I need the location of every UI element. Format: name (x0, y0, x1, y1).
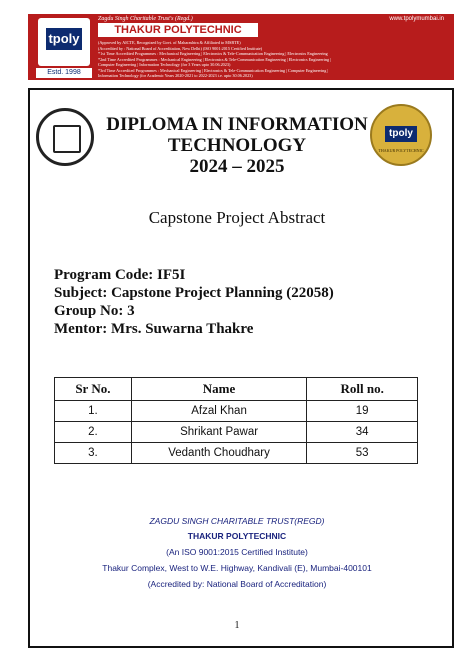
members-table (54, 377, 418, 464)
website-text: www.tpolymumbai.in (389, 16, 444, 22)
subject: Subject: Capstone Project Planning (22058) (54, 285, 334, 301)
table-cell: Vedanth Choudhary (131, 443, 307, 464)
column-header: Roll no. (307, 378, 418, 401)
mentor: Mentor: Mrs. Suwarna Thakre (54, 321, 254, 337)
table-row (55, 401, 418, 422)
footer-address: Thakur Complex, West to W.E. Highway, Kandivali (E), Mumbai-400101 (102, 563, 372, 573)
heading-line: DIPLOMA IN INFORMATION (106, 114, 368, 135)
msbte-seal-icon (36, 108, 94, 166)
banner-line: *1st Time Accredited Programmes : Mechanical Engineering | Electronics & Tele-Communication Engineering | Electronics Engineering (98, 51, 328, 56)
table-row (55, 422, 418, 443)
footer-iso: (An ISO 9001:2015 Certified Institute) (166, 547, 308, 557)
banner-line: (Approved by AICTE, Recognized by Govt. of Maharashtra & Affiliated to MSBTE) (98, 40, 241, 45)
seal-building-icon (53, 125, 81, 153)
heading-year: 2024 – 2025 (189, 156, 285, 177)
table-cell: 2. (55, 422, 132, 443)
banner-details (98, 40, 448, 79)
diploma-heading (100, 114, 374, 177)
tpoly-seal-icon (370, 104, 432, 166)
established-label: Estd. 1998 (36, 68, 92, 78)
table-cell: 1. (55, 401, 132, 422)
table-header-row (55, 378, 418, 401)
banner-line: Computer Engineering | Information Technology (for 3 Years upto 30.06.2023) (98, 62, 231, 67)
column-header: Name (131, 378, 307, 401)
footer-trust: ZAGDU SINGH CHARITABLE TRUST(REGD) (149, 516, 325, 526)
seal-logo-text: tpoly (385, 126, 417, 142)
document-subtitle: Capstone Project Abstract (148, 208, 326, 227)
table-cell: 19 (307, 401, 418, 422)
table-cell: 3. (55, 443, 132, 464)
page-number: 1 (234, 620, 240, 631)
banner-line: *3rd Time Accredited Programmes : Mechanical Engineering | Electronics & Tele-Communication Engineering | Computer Engineering | (98, 67, 329, 73)
column-header: Sr No. (55, 378, 132, 401)
trust-tagline: Zagdu Singh Charitable Trust's (Regd.) (98, 16, 193, 22)
banner-line: *2nd Time Accredited Programmes : Mechanical Engineering | Electronics & Tele-Communication Engineering | Electronics Engineering | (98, 56, 331, 62)
footer-college: THAKUR POLYTECHNIC (187, 531, 287, 541)
logo-text: tpoly (46, 28, 82, 50)
table-cell: Shrikant Pawar (131, 422, 307, 443)
seal-subtext: THAKUR POLYTECHNIC (378, 148, 424, 153)
heading-line: TECHNOLOGY (167, 135, 307, 156)
banner-line: (Accredited by : National Board of Accreditation, New Delhi) (ISO 9001:2015 Certified Institute) (98, 45, 263, 51)
group-number: Group No: 3 (54, 303, 135, 319)
table-cell: Afzal Khan (131, 401, 307, 422)
header-banner (28, 14, 454, 80)
banner-line: Information Technology (for Academic Years 2020-2021 to 2022-2023 i.e. upto 30.06.2023) (98, 73, 253, 78)
tpoly-logo (38, 18, 90, 66)
project-meta (54, 266, 334, 338)
program-code: Program Code: IF5I (54, 267, 186, 283)
table-row (55, 443, 418, 464)
table-cell: 53 (307, 443, 418, 464)
footer-accreditation: (Accredited by: National Board of Accreditation) (147, 579, 327, 589)
banner-title: THAKUR POLYTECHNIC (98, 23, 258, 37)
table-cell: 34 (307, 422, 418, 443)
